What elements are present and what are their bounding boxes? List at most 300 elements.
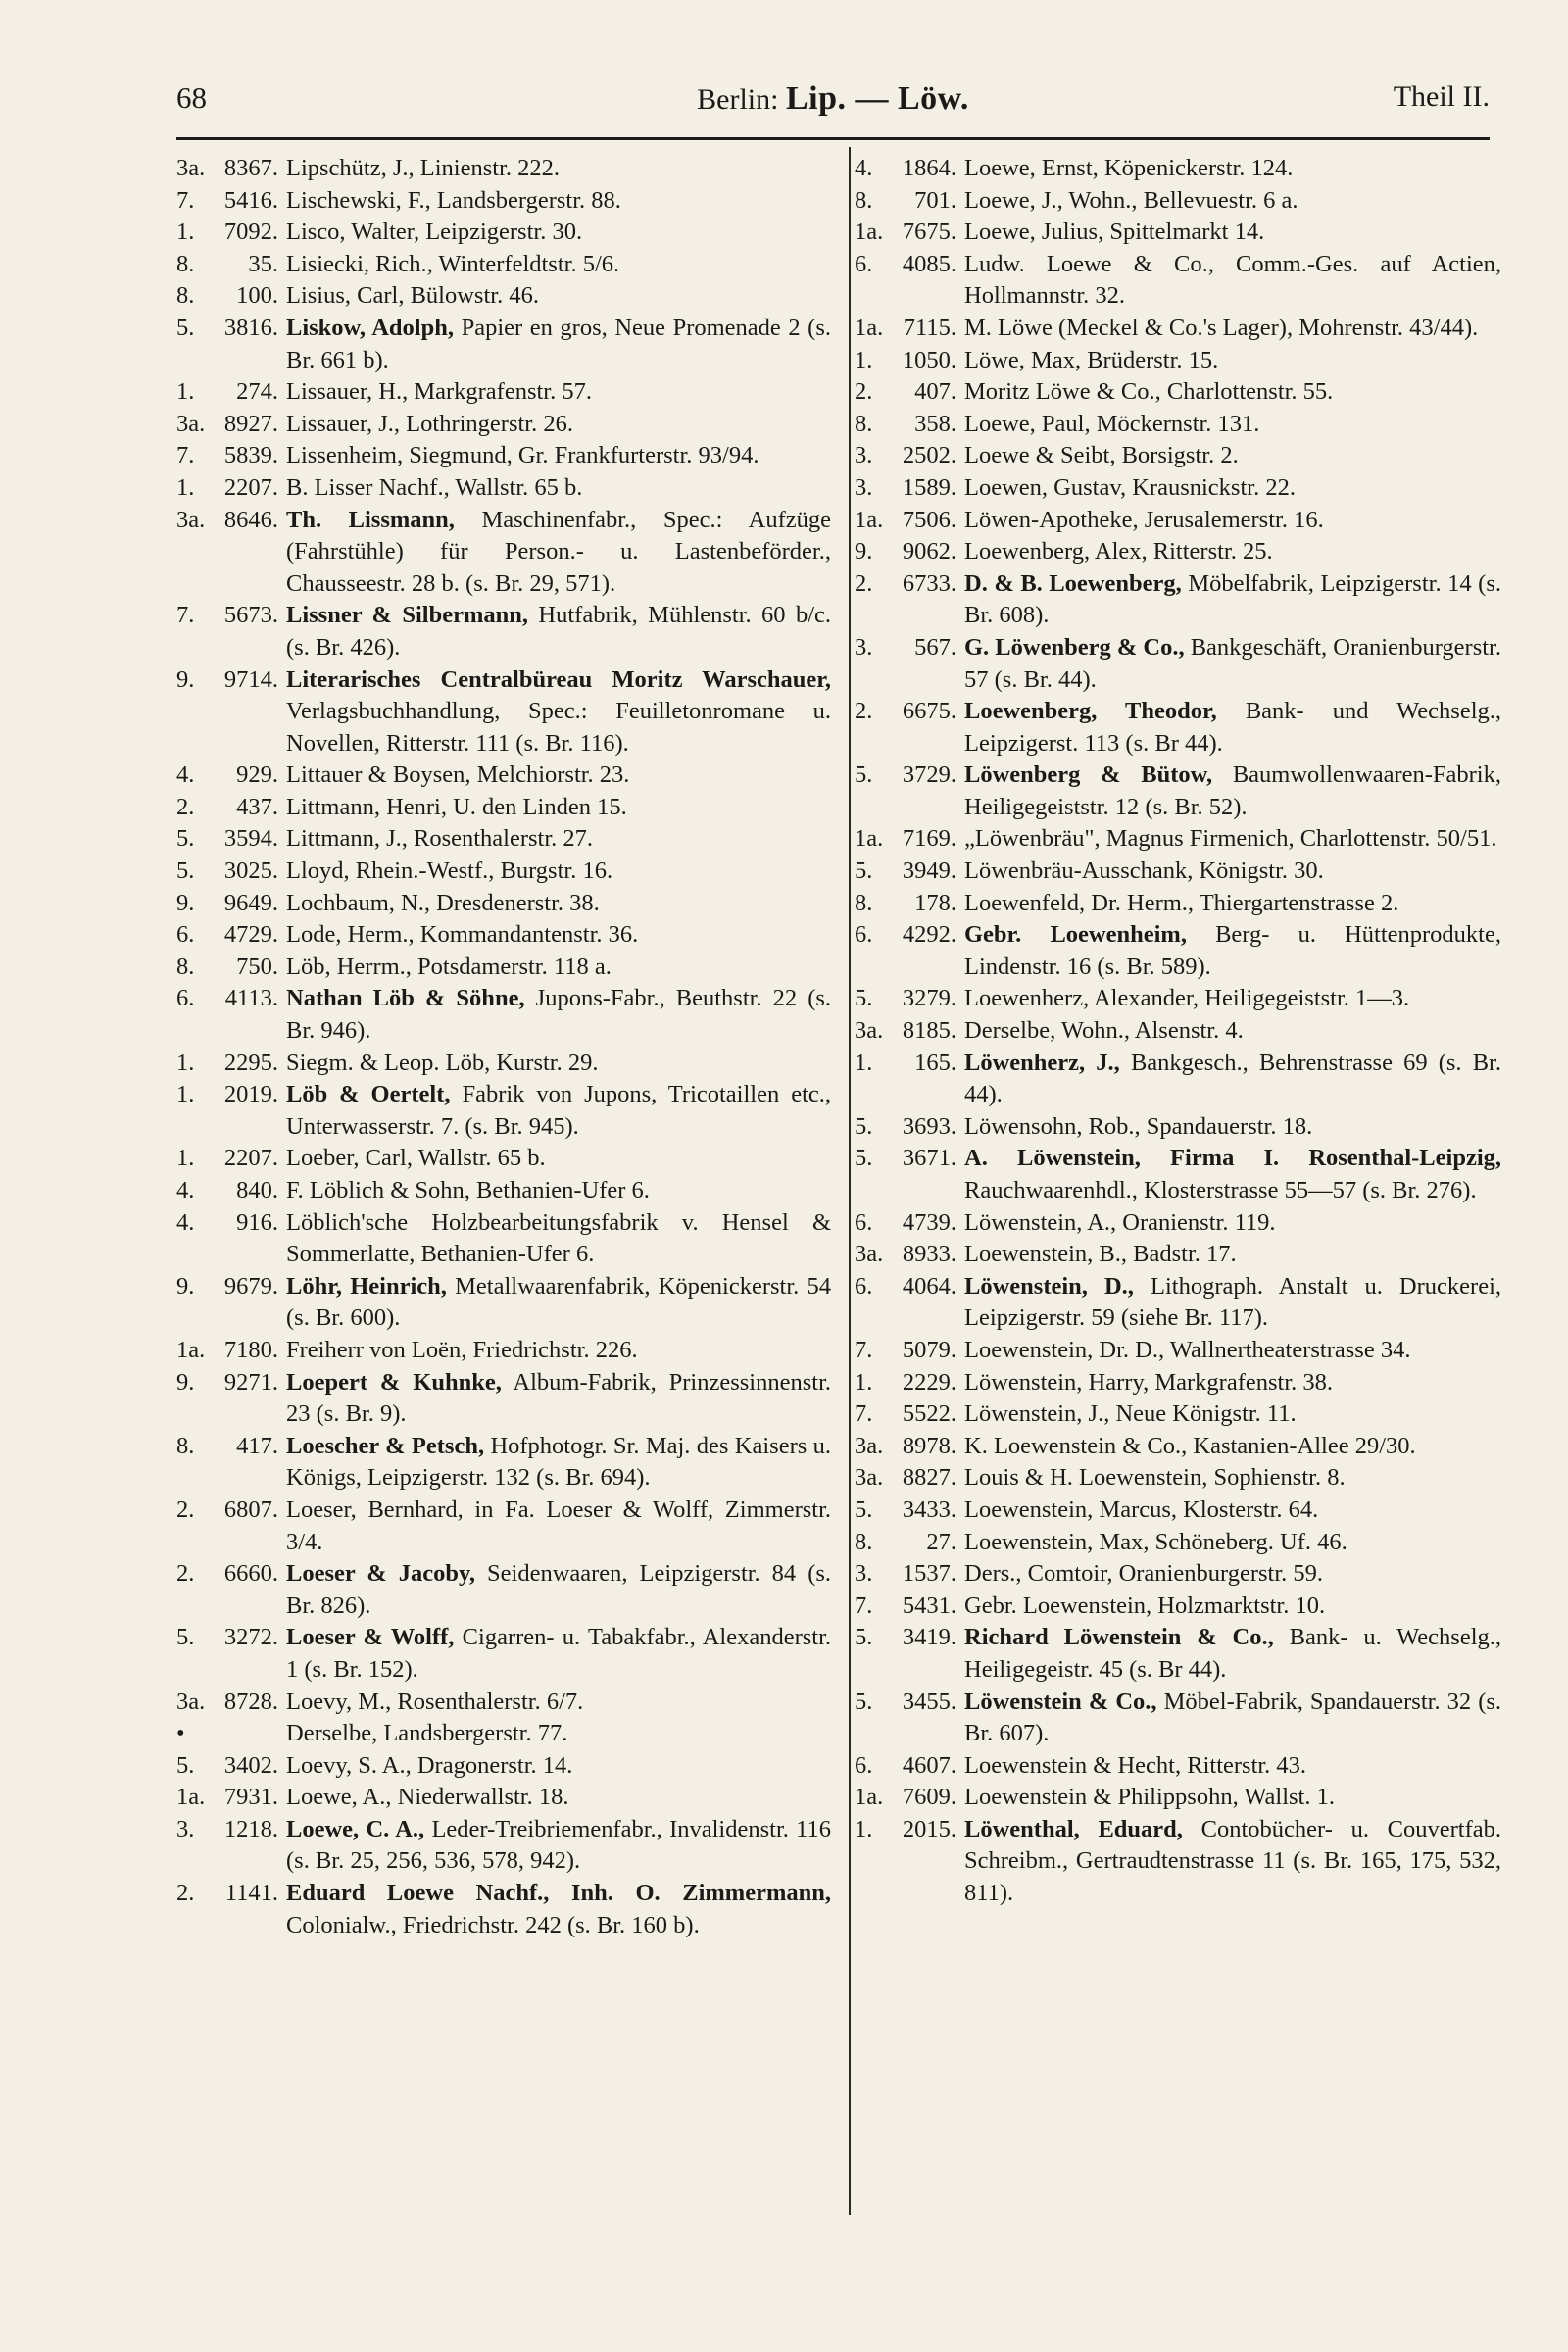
district-number: 5. [855,858,873,885]
telephone-number: 8728. [223,1688,278,1715]
district-number: 9. [176,1272,195,1299]
entry-text [286,1079,831,1143]
directory-entry [176,1271,831,1335]
directory-entry [176,823,831,856]
directory-entry [855,696,1501,760]
entry-details: Loewenstein, B., Badstr. 17. [964,1241,1237,1268]
telephone-number: 2015. [902,1815,956,1842]
entry-text [286,1814,831,1878]
entry-details: Fabrik von Jupons, Tricotaillen etc., Unterwasserstr. 7. (s. Br. 945). [286,1081,831,1140]
firm-name: Löhr, Heinrich, [286,1272,447,1299]
district-number: 9. [176,665,195,693]
district-number: 6. [176,985,195,1012]
entry-details: Papier en gros, Neue Promenade 2 (s. Br. 661 b). [286,314,831,373]
directory-entry [176,1878,831,1941]
entry-details: Derselbe, Wohn., Alsenstr. 4. [964,1017,1244,1045]
directory-entry [176,600,831,663]
directory-entry [855,1527,1501,1559]
entry-details: Album-Fabrik, Prinzessinnenstr. 23 (s. Br. 9). [286,1368,832,1428]
entry-text [964,760,1501,823]
telephone-number: 6675. [902,698,956,725]
firm-name: Löwenstein, D., [964,1272,1134,1299]
telephone-number: 7506. [902,506,956,533]
entry-details: K. Loewenstein & Co., Kastanien-Allee 29/30. [964,1432,1416,1459]
entry-details: Contobücher- u. Couvertfab. Schreibm., Gertraudtenstrasse 11 (s. Br. 165, 175, 532, 811). [964,1815,1502,1907]
directory-entry [855,1591,1501,1623]
district-number: 4. [855,155,873,181]
entry-text [286,280,831,313]
telephone-number: 1218. [223,1815,278,1842]
directory-entry [855,1750,1501,1783]
directory-entry [176,1814,831,1878]
telephone-number: 8933. [902,1241,956,1268]
directory-entry [855,568,1501,632]
telephone-number: 8185. [902,1017,956,1045]
entry-text [964,919,1501,983]
entry-text [964,1814,1501,1910]
entry-text [964,1687,1501,1750]
district-number: 3a. [176,155,206,181]
district-number: 1. [176,1081,195,1108]
directory-entry [176,888,831,920]
directory-entry [176,1494,831,1558]
district-number: 7. [855,1592,873,1619]
district-number: 9. [176,1368,195,1396]
district-number: 3a. [176,506,206,533]
entry-details: Lithograph. Anstalt u. Druckerei, Leipzigerstr. 59 (siehe Br. 117). [964,1272,1502,1332]
directory-entry [855,313,1501,345]
directory-entry [855,1782,1501,1814]
telephone-number: 5839. [223,442,278,469]
directory-entry [855,345,1501,377]
entry-text [964,1367,1501,1399]
entry-text [964,1462,1501,1494]
district-number: 3a. [855,1241,884,1268]
firm-name: Löb & Oertelt, [286,1081,451,1108]
directory-entry [855,376,1501,409]
firm-name: Löwenberg & Bütow, [964,761,1213,789]
telephone-number: 1050. [902,346,956,373]
directory-entry [855,249,1501,313]
telephone-number: 2019. [223,1081,278,1108]
directory-entry [176,1750,831,1783]
directory-entry [176,664,831,760]
entry-details: Lochbaum, N., Dresdenerstr. 38. [286,889,600,916]
directory-entry [855,1015,1501,1048]
entry-text [286,823,831,856]
directory-entry [176,472,831,505]
entry-details: M. Löwe (Meckel & Co.'s Lager), Mohrenstr. 43/44). [964,314,1479,341]
entry-text [286,952,831,984]
directory-entry [176,983,831,1047]
entry-text [964,249,1501,313]
entry-text [964,1527,1501,1559]
entry-details: Lipschütz, J., Linienstr. 222. [286,155,560,181]
telephone-number: 3433. [902,1495,956,1523]
entry-text [286,1271,831,1335]
district-number: 3. [855,1560,873,1588]
entry-details: Löwenstein, Harry, Markgrafenstr. 38. [964,1368,1334,1396]
entry-details: Loewe, A., Niederwallstr. 18. [286,1784,569,1811]
district-number: 2. [176,1880,195,1907]
firm-name: Richard Löwenstein & Co., [964,1624,1274,1651]
entry-details: Loewe, J., Wohn., Bellevuestr. 6 a. [964,186,1298,214]
telephone-number: 5522. [902,1400,956,1428]
district-number: 7. [855,1400,873,1428]
telephone-number: 417. [236,1432,278,1459]
entry-text [964,409,1501,441]
entry-details: Derselbe, Landsbergerstr. 77. [286,1720,568,1747]
entry-details: Löb, Herrm., Potsdamerstr. 118 a. [286,953,612,980]
firm-name: Löwenthal, Eduard, [964,1815,1183,1842]
district-number: 5. [176,1751,195,1779]
directory-entry [855,919,1501,983]
entry-text [286,1207,831,1271]
entry-text [286,1431,831,1494]
telephone-number: 7180. [223,1336,278,1363]
district-number: 8. [176,250,195,277]
directory-entry [855,1207,1501,1240]
directory-entry [176,760,831,792]
directory-entry [176,1782,831,1814]
district-number: 3a. [855,1432,884,1459]
telephone-number: 2295. [223,1049,278,1076]
entry-text [964,376,1501,409]
district-number: • [176,1720,185,1747]
directory-entry [176,1367,831,1431]
district-number: 3a. [855,1464,884,1492]
district-number: 5. [176,1624,195,1651]
telephone-number: 7092. [223,219,278,246]
directory-entry [855,856,1501,888]
directory-entry [855,1335,1501,1367]
entry-text [964,1048,1501,1111]
district-number: 8. [855,410,873,437]
district-number: 5. [176,825,195,853]
district-number: 1. [855,1368,873,1396]
telephone-number: 6807. [223,1495,278,1523]
entry-details: Loewenstein & Philippsohn, Wallst. 1. [964,1784,1335,1811]
telephone-number: 4729. [223,921,278,949]
district-number: 1a. [855,1784,884,1811]
firm-name: Th. Lissmann, [286,506,455,533]
district-number: 4. [176,1177,195,1203]
entry-details: Loewenfeld, Dr. Herm., Thiergartenstrasse 2. [964,889,1399,916]
entry-details: Lissenheim, Siegmund, Gr. Frankfurterstr. 93/94. [286,442,760,469]
entry-details: Loevy, S. A., Dragonerstr. 14. [286,1751,573,1779]
directory-entry [855,185,1501,218]
telephone-number: 9271. [223,1368,278,1396]
entry-text [964,217,1501,249]
entry-text [964,568,1501,632]
telephone-number: 1537. [902,1560,956,1588]
district-number: 6. [176,921,195,949]
firm-name: Literarisches Centralbüreau Moritz Warschauer, [286,665,831,693]
firm-name: Eduard Loewe Nachf., Inh. O. Zimmermann, [286,1880,831,1907]
directory-entry [855,1431,1501,1463]
entry-text [286,185,831,218]
entry-text [286,153,831,185]
directory-entry [176,249,831,281]
district-number: 1a. [176,1784,206,1811]
district-number: 2. [176,1495,195,1523]
telephone-number: 701. [914,186,956,214]
entry-text [964,1398,1501,1431]
entry-details: Möbelfabrik, Leipzigerstr. 14 (s. Br. 608). [964,569,1502,629]
district-number: 3. [855,633,873,661]
entry-details: Moritz Löwe & Co., Charlottenstr. 55. [964,378,1334,406]
district-number: 1. [176,1049,195,1076]
directory-entry [176,1431,831,1494]
directory-entry [176,919,831,952]
entry-details: Leder-Treibriemenfabr., Invalidenstr. 116 (s. Br. 25, 256, 536, 578, 942). [286,1815,832,1875]
entry-text [964,185,1501,218]
telephone-number: 3693. [902,1112,956,1140]
entry-details: Loewe, Paul, Möckernstr. 131. [964,410,1260,437]
district-number: 5. [855,1688,873,1715]
page-title [176,80,1490,118]
entry-details: Littmann, Henri, U. den Linden 15. [286,793,627,820]
district-number: 6. [855,1751,873,1779]
telephone-number: 165. [914,1049,956,1076]
telephone-number: 5079. [902,1336,956,1363]
directory-entry [176,856,831,888]
directory-entry [855,440,1501,472]
entry-details: Loeser, Bernhard, in Fa. Loeser & Wolff, Zimmerstr. 3/4. [286,1495,831,1555]
directory-entry [176,409,831,441]
telephone-number: 3025. [223,858,278,885]
district-number: 1a. [855,314,884,341]
telephone-number: 2207. [223,473,278,501]
entry-details: Bankgeschäft, Oranienburgerstr. 57 (s. Br. 44). [964,633,1501,693]
district-number: 4. [176,1208,195,1236]
left-column [176,153,831,1941]
entry-text [964,472,1501,505]
entry-text [286,1143,831,1175]
directory-entry [855,1239,1501,1271]
directory-entry [855,1398,1501,1431]
entry-text [286,1048,831,1080]
directory-entry [855,217,1501,249]
directory-entry [855,1558,1501,1591]
directory-entry [176,792,831,824]
district-number: 7. [855,1336,873,1363]
district-number: 3. [176,1815,195,1842]
telephone-number: 100. [236,282,278,310]
telephone-number: 929. [236,761,278,789]
entry-text [964,888,1501,920]
entry-text [286,1718,831,1750]
entry-text [964,1271,1501,1335]
district-number: 5. [855,761,873,789]
directory-entry [855,632,1501,696]
entry-details: Loewenstein, Dr. D., Wallnertheaterstrasse 34. [964,1336,1411,1363]
entry-text [964,440,1501,472]
entry-text [964,536,1501,568]
directory-entry [855,760,1501,823]
directory-entry [855,472,1501,505]
entry-details: Ders., Comtoir, Oranienburgerstr. 59. [964,1560,1324,1588]
entry-details: Lisco, Walter, Leipzigerstr. 30. [286,219,583,246]
district-number: 8. [176,953,195,980]
page-header [176,80,1490,129]
entry-details: Jupons-Fabr., Beuthstr. 22 (s. Br. 946). [286,985,832,1045]
firm-name: Löwenherz, J., [964,1049,1120,1076]
district-number: 8. [855,889,873,916]
district-number: 5. [176,314,195,341]
district-number: 2. [855,378,873,406]
firm-name: Liskow, Adolph, [286,314,454,341]
entry-details: Loevy, M., Rosenthalerstr. 6/7. [286,1688,584,1715]
entry-text [964,1591,1501,1623]
entry-details: Loewenstein & Hecht, Ritterstr. 43. [964,1751,1307,1779]
directory-entry [176,1207,831,1271]
entry-details: Löwenbräu-Ausschank, Königstr. 30. [964,858,1324,885]
entry-details: Loewe & Seibt, Borsigstr. 2. [964,442,1239,469]
telephone-number: 3729. [902,761,956,789]
entry-details: Löwe, Max, Brüderstr. 15. [964,346,1219,373]
district-number: 6. [855,921,873,949]
entry-text [964,696,1501,760]
firm-name: Loewe, C. A., [286,1815,425,1842]
telephone-number: 35. [248,250,278,277]
entry-details: Cigarren- u. Tabakfabr., Alexanderstr. 1 (s. Br. 152). [286,1624,832,1683]
telephone-number: 5673. [223,602,278,629]
district-number: 1. [176,219,195,246]
firm-name: Gebr. Loewenheim, [964,921,1187,949]
firm-name: Nathan Löb & Söhne, [286,985,525,1012]
directory-entry [176,217,831,249]
district-number: 8. [176,1432,195,1459]
telephone-number: 3402. [223,1751,278,1779]
directory-entry [855,1111,1501,1144]
telephone-number: 7169. [902,825,956,853]
directory-entry [855,983,1501,1015]
directory-entry [855,153,1501,185]
entry-text [286,1558,831,1622]
entry-details: Hofphotogr. Sr. Maj. des Kaisers u. Königs, Leipzigerstr. 132 (s. Br. 694). [286,1432,831,1492]
entry-text [964,1750,1501,1783]
directory-entry [176,313,831,376]
directory-entry [855,1814,1501,1910]
telephone-number: 178. [914,889,956,916]
district-number: 2. [176,1560,195,1588]
telephone-number: 1864. [902,155,956,181]
firm-name: G. Löwenberg & Co., [964,633,1185,661]
entry-text [286,440,831,472]
firm-name: Loescher & Petsch, [286,1432,485,1459]
entry-text [286,600,831,663]
entry-text [286,856,831,888]
entry-text [964,1558,1501,1591]
telephone-number: 3419. [902,1624,956,1651]
directory-entry [176,1622,831,1686]
telephone-number: 840. [236,1177,278,1203]
right-column [855,153,1501,1910]
directory-entry [176,376,831,409]
entry-details: Lissauer, H., Markgrafenstr. 57. [286,378,592,406]
district-number: 1. [855,1815,873,1842]
telephone-number: 4064. [902,1272,956,1299]
entry-text [964,1622,1501,1686]
entry-text [964,1431,1501,1463]
entry-details: Freiherr von Loën, Friedrichstr. 226. [286,1336,638,1363]
district-number: 2. [176,793,195,820]
entry-text [286,983,831,1047]
entry-text [286,313,831,376]
district-number: 8. [855,186,873,214]
directory-entry [176,1143,831,1175]
directory-entry [855,1687,1501,1750]
telephone-number: 7675. [902,219,956,246]
entry-details: Loewenberg, Alex, Ritterstr. 25. [964,538,1273,565]
telephone-number: 8367. [223,155,278,181]
telephone-number: 4607. [902,1751,956,1779]
directory-entry [855,1048,1501,1111]
entry-text [964,345,1501,377]
entry-details: Loewe, Julius, Spittelmarkt 14. [964,219,1265,246]
entry-details: Bank- und Wechselg., Leipzigerst. 113 (s. Br 44). [964,698,1501,757]
telephone-number: 2229. [902,1368,956,1396]
entry-details: Littmann, J., Rosenthalerstr. 27. [286,825,594,853]
directory-entry [176,440,831,472]
entry-text [964,632,1501,696]
district-number: 5. [855,1112,873,1140]
district-number: 4. [176,761,195,789]
district-number: 9. [176,889,195,916]
entry-details: Louis & H. Loewenstein, Sophienstr. 8. [964,1464,1346,1492]
entry-details: Löwenstein, A., Oranienstr. 119. [964,1208,1276,1236]
district-number: 3. [855,442,873,469]
entry-text [286,249,831,281]
entry-details: Maschinenfabr., Spec.: Aufzüge (Fahrstühle) für Person.- u. Lastenbeförder., Chausseestr. 28 b. (s. Br. 29, 571). [286,506,831,597]
telephone-number: 3279. [902,985,956,1012]
firm-name: Lissner & Silbermann, [286,602,528,629]
entry-text [286,1750,831,1783]
entry-text [964,153,1501,185]
entry-details: Gebr. Loewenstein, Holzmarktstr. 10. [964,1592,1326,1619]
directory-entry [855,1462,1501,1494]
telephone-number: 3272. [223,1624,278,1651]
entry-text [286,1367,831,1431]
entry-details: „Löwenbräu", Magnus Firmenich, Charlottenstr. 50/51. [964,825,1497,853]
telephone-number: 8827. [902,1464,956,1492]
entry-details: Berg- u. Hüttenprodukte, Lindenstr. 16 (s. Br. 589). [964,921,1501,980]
district-number: 6. [855,250,873,277]
entry-details: Loewenstein, Max, Schöneberg. Uf. 46. [964,1528,1348,1555]
entry-details: Lisius, Carl, Bülowstr. 46. [286,282,539,310]
entry-text [286,1175,831,1207]
district-number: 5. [855,1495,873,1523]
firm-name: Loewenberg, Theodor, [964,698,1217,725]
telephone-number: 8978. [902,1432,956,1459]
entry-details: Verlagsbuchhandlung, Spec.: Feuilletonromane u. Novellen, Ritterstr. 111 (s. Br. 116). [286,698,831,757]
entry-text [286,1878,831,1941]
district-number: 3a. [176,410,206,437]
volume-part: Theil II. [1393,80,1490,113]
district-number: 1. [176,473,195,501]
firm-name: Löwenstein & Co., [964,1688,1157,1715]
entry-details: Loewenstein, Marcus, Klosterstr. 64. [964,1495,1319,1523]
directory-entry [176,1175,831,1207]
firm-name: D. & B. Loewenberg, [964,569,1182,597]
entry-details: Colonialw., Friedrichstr. 242 (s. Br. 160 b). [286,1911,700,1938]
district-number: 1. [176,378,195,406]
district-number: 9. [855,538,873,565]
district-number: 1a. [176,1336,206,1363]
entry-text [286,1687,831,1719]
entry-text [286,1494,831,1558]
